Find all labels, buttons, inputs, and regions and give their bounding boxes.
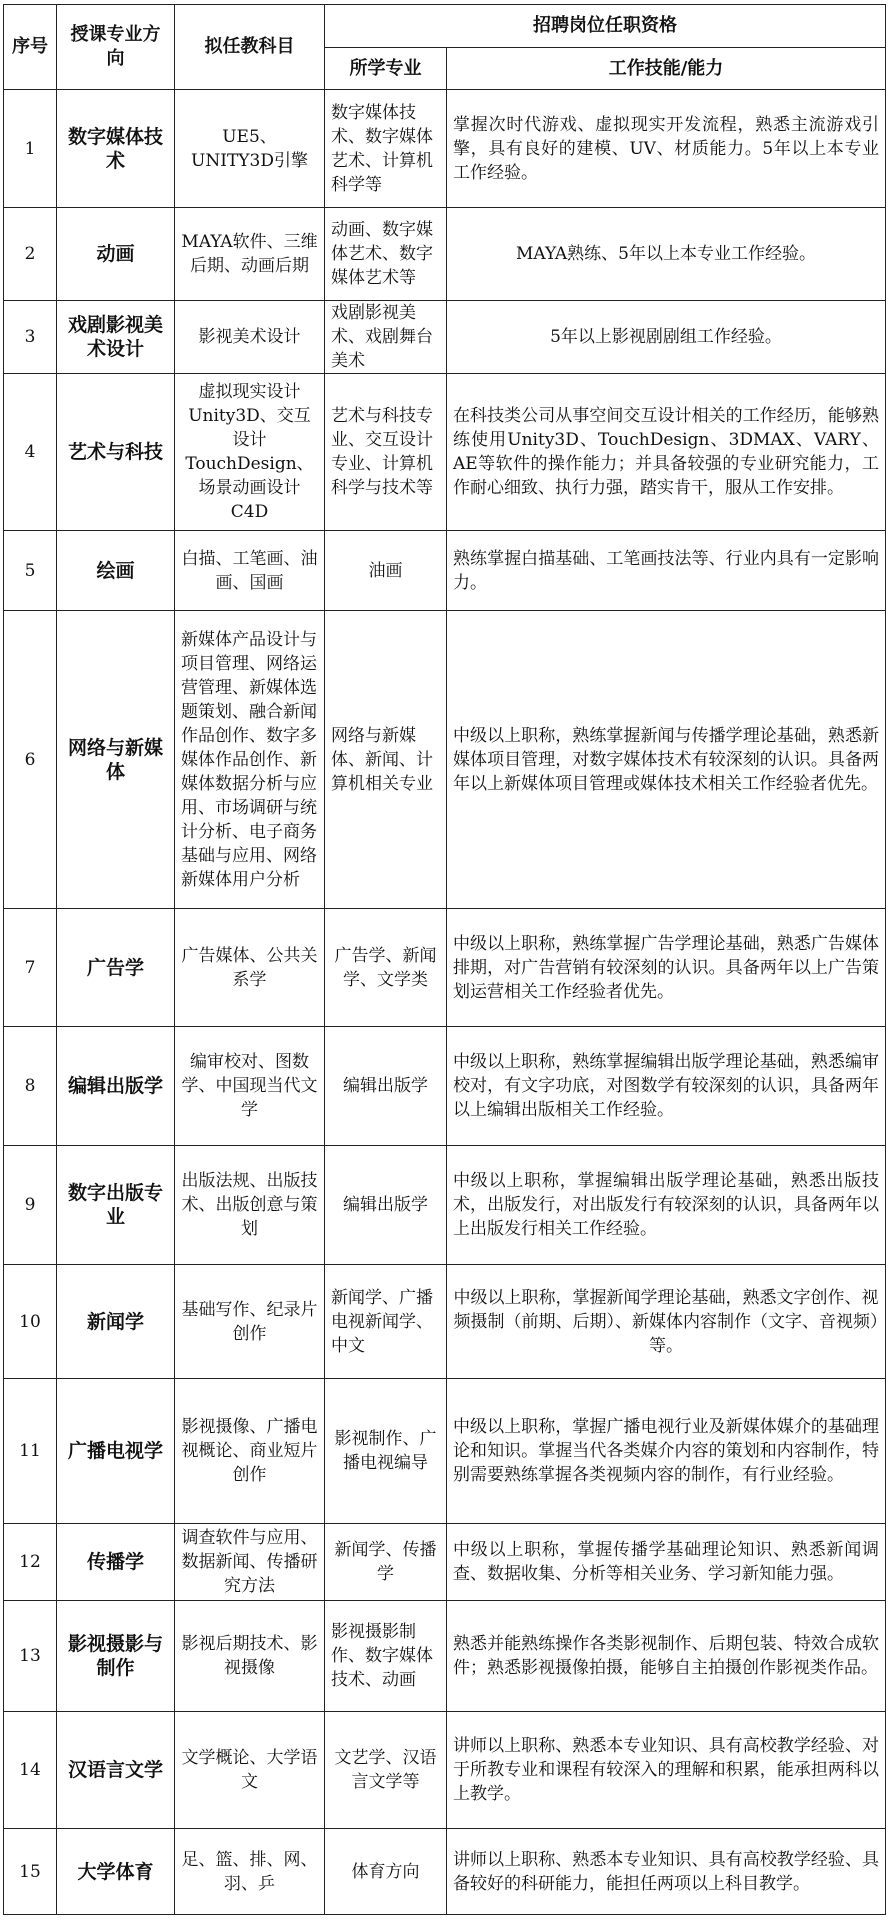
row-skills: 中级以上职称，熟练掌握广告学理论基础，熟悉广告媒体排期，对广告营销有较深刻的认识。具备两年以上广告策划运营相关工作经验者优先。	[447, 909, 886, 1027]
row-direction: 影视摄影与制作	[57, 1601, 175, 1712]
row-skills: 掌握次时代游戏、虚拟现实开发流程，熟悉主流游戏引擎，具有良好的建模、UV、材质能力。5年以上本专业工作经验。	[447, 90, 886, 208]
row-skills: 中级以上职称，掌握编辑出版学理论基础，熟悉出版技术，出版发行，对出版发行有较深刻的认识，具备两年以上出版发行相关工作经验。	[447, 1146, 886, 1265]
row-no: 11	[4, 1379, 57, 1524]
row-courses: 影视美术设计	[175, 301, 325, 374]
row-major: 影视制作、广播电视编导	[325, 1379, 447, 1524]
row-skills: 在科技类公司从事空间交互设计相关的工作经历，能够熟练使用Unity3D、TouchDesign、3DMAX、VARY、AE等软件的操作能力；并具备较强的专业研究能力，工作耐心细致、执行力强，踏实肯干，服从工作安排。	[447, 374, 886, 531]
row-courses: 足、篮、排、网、羽、乒	[175, 1829, 325, 1915]
row-direction: 数字出版专业	[57, 1146, 175, 1265]
row-no: 14	[4, 1712, 57, 1829]
row-major: 新闻学、广播电视新闻学、中文	[325, 1265, 447, 1379]
row-no: 15	[4, 1829, 57, 1915]
row-major: 动画、数字媒体艺术、数字媒体艺术等	[325, 208, 447, 301]
row-skills: 5年以上影视剧剧组工作经验。	[447, 301, 886, 374]
table-row	[4, 1524, 886, 1601]
row-major: 戏剧影视美术、戏剧舞台美术	[325, 301, 447, 374]
row-skills: 熟悉并能熟练操作各类影视制作、后期包装、特效合成软件；熟悉影视摄像拍摄，能够自主拍摄创作影视类作品。	[447, 1601, 886, 1712]
table-row	[4, 374, 886, 531]
row-courses: 白描、工笔画、油画、国画	[175, 531, 325, 611]
row-no: 5	[4, 531, 57, 611]
row-courses: 调查软件与应用、数据新闻、传播研究方法	[175, 1524, 325, 1601]
row-major: 广告学、新闻学、文学类	[325, 909, 447, 1027]
row-major: 新闻学、传播学	[325, 1524, 447, 1601]
header-group: 招聘岗位任职资格	[325, 5, 886, 48]
row-direction: 传播学	[57, 1524, 175, 1601]
header-major: 所学专业	[325, 48, 447, 90]
row-courses: 影视后期技术、影视摄像	[175, 1601, 325, 1712]
row-direction: 编辑出版学	[57, 1027, 175, 1146]
row-major: 体育方向	[325, 1829, 447, 1915]
row-courses: 广告媒体、公共关系学	[175, 909, 325, 1027]
row-direction: 新闻学	[57, 1265, 175, 1379]
table-row	[4, 90, 886, 208]
row-skills: 中级以上职称，掌握传播学基础理论知识、熟悉新闻调查、数据收集、分析等相关业务、学习新知能力强。	[447, 1524, 886, 1601]
table-row	[4, 208, 886, 301]
row-skills: MAYA熟练、5年以上本专业工作经验。	[447, 208, 886, 301]
row-no: 6	[4, 611, 57, 909]
table-row	[4, 531, 886, 611]
row-no: 13	[4, 1601, 57, 1712]
table-row	[4, 611, 886, 909]
row-courses: 基础写作、纪录片创作	[175, 1265, 325, 1379]
row-direction: 绘画	[57, 531, 175, 611]
table-row	[4, 1265, 886, 1379]
row-skills: 中级以上职称，掌握广播电视行业及新媒体媒介的基础理论和知识。掌握当代各类媒介内容的策划和内容制作，特别需要熟练掌握各类视频内容的制作，有行业经验。	[447, 1379, 886, 1524]
row-major: 数字媒体技术、数字媒体艺术、计算机科学等	[325, 90, 447, 208]
row-no: 3	[4, 301, 57, 374]
row-major: 艺术与科技专业、交互设计专业、计算机科学与技术等	[325, 374, 447, 531]
table-row	[4, 1601, 886, 1712]
row-no: 4	[4, 374, 57, 531]
header-no: 序号	[4, 5, 57, 90]
row-no: 8	[4, 1027, 57, 1146]
row-major: 编辑出版学	[325, 1146, 447, 1265]
recruitment-table	[3, 4, 886, 1915]
row-courses: 影视摄像、广播电视概论、商业短片创作	[175, 1379, 325, 1524]
row-major: 网络与新媒体、新闻、计算机相关专业	[325, 611, 447, 909]
header-courses: 拟任教科目	[175, 5, 325, 90]
row-direction: 数字媒体技术	[57, 90, 175, 208]
row-courses: MAYA软件、三维后期、动画后期	[175, 208, 325, 301]
row-skills: 中级以上职称，熟练掌握编辑出版学理论基础，熟悉编审校对，有文字功底，对图数学有较深刻的认识，具备两年以上编辑出版相关工作经验。	[447, 1027, 886, 1146]
header-skills: 工作技能/能力	[447, 48, 886, 90]
row-courses: 出版法规、出版技术、出版创意与策划	[175, 1146, 325, 1265]
row-no: 2	[4, 208, 57, 301]
row-skills: 讲师以上职称、熟悉本专业知识、具有高校教学经验、具备较好的科研能力，能担任两项以上科目教学。	[447, 1829, 886, 1915]
row-courses: 文学概论、大学语文	[175, 1712, 325, 1829]
row-courses: 新媒体产品设计与项目管理、网络运营管理、新媒体选题策划、融合新闻作品创作、数字多媒体作品创作、新媒体数据分析与应用、市场调研与统计分析、电子商务基础与应用、网络新媒体用户分析	[175, 611, 325, 909]
row-courses: 编审校对、图数学、中国现当代文学	[175, 1027, 325, 1146]
row-direction: 大学体育	[57, 1829, 175, 1915]
header-direction: 授课专业方向	[57, 5, 175, 90]
row-skills: 讲师以上职称、熟悉本专业知识、具有高校教学经验、对于所教专业和课程有较深入的理解和积累，能承担两科以上教学。	[447, 1712, 886, 1829]
table-row	[4, 1712, 886, 1829]
row-skills: 中级以上职称，掌握新闻学理论基础，熟悉文字创作、视频摄制（前期、后期）、新媒体内容制作（文字、音视频）等。	[447, 1265, 886, 1379]
table-row	[4, 909, 886, 1027]
row-direction: 广播电视学	[57, 1379, 175, 1524]
row-direction: 戏剧影视美术设计	[57, 301, 175, 374]
row-courses: 虚拟现实设计Unity3D、交互设计TouchDesign、场景动画设计C4D	[175, 374, 325, 531]
table-row	[4, 1146, 886, 1265]
row-direction: 广告学	[57, 909, 175, 1027]
row-no: 9	[4, 1146, 57, 1265]
row-no: 7	[4, 909, 57, 1027]
row-courses: UE5、UNITY3D引擎	[175, 90, 325, 208]
row-direction: 艺术与科技	[57, 374, 175, 531]
row-direction: 动画	[57, 208, 175, 301]
table-row	[4, 1379, 886, 1524]
row-direction: 网络与新媒体	[57, 611, 175, 909]
row-major: 影视摄影制作、数字媒体技术、动画	[325, 1601, 447, 1712]
row-no: 12	[4, 1524, 57, 1601]
row-no: 10	[4, 1265, 57, 1379]
table-row	[4, 1027, 886, 1146]
row-major: 编辑出版学	[325, 1027, 447, 1146]
row-major: 文艺学、汉语言文学等	[325, 1712, 447, 1829]
table-row	[4, 301, 886, 374]
row-no: 1	[4, 90, 57, 208]
row-direction: 汉语言文学	[57, 1712, 175, 1829]
row-skills: 中级以上职称，熟练掌握新闻与传播学理论基础，熟悉新媒体项目管理，对数字媒体技术有较深刻的认识。具备两年以上新媒体项目管理或媒体技术相关工作经验者优先。	[447, 611, 886, 909]
row-major: 油画	[325, 531, 447, 611]
table-row	[4, 1829, 886, 1915]
row-skills: 熟练掌握白描基础、工笔画技法等、行业内具有一定影响力。	[447, 531, 886, 611]
